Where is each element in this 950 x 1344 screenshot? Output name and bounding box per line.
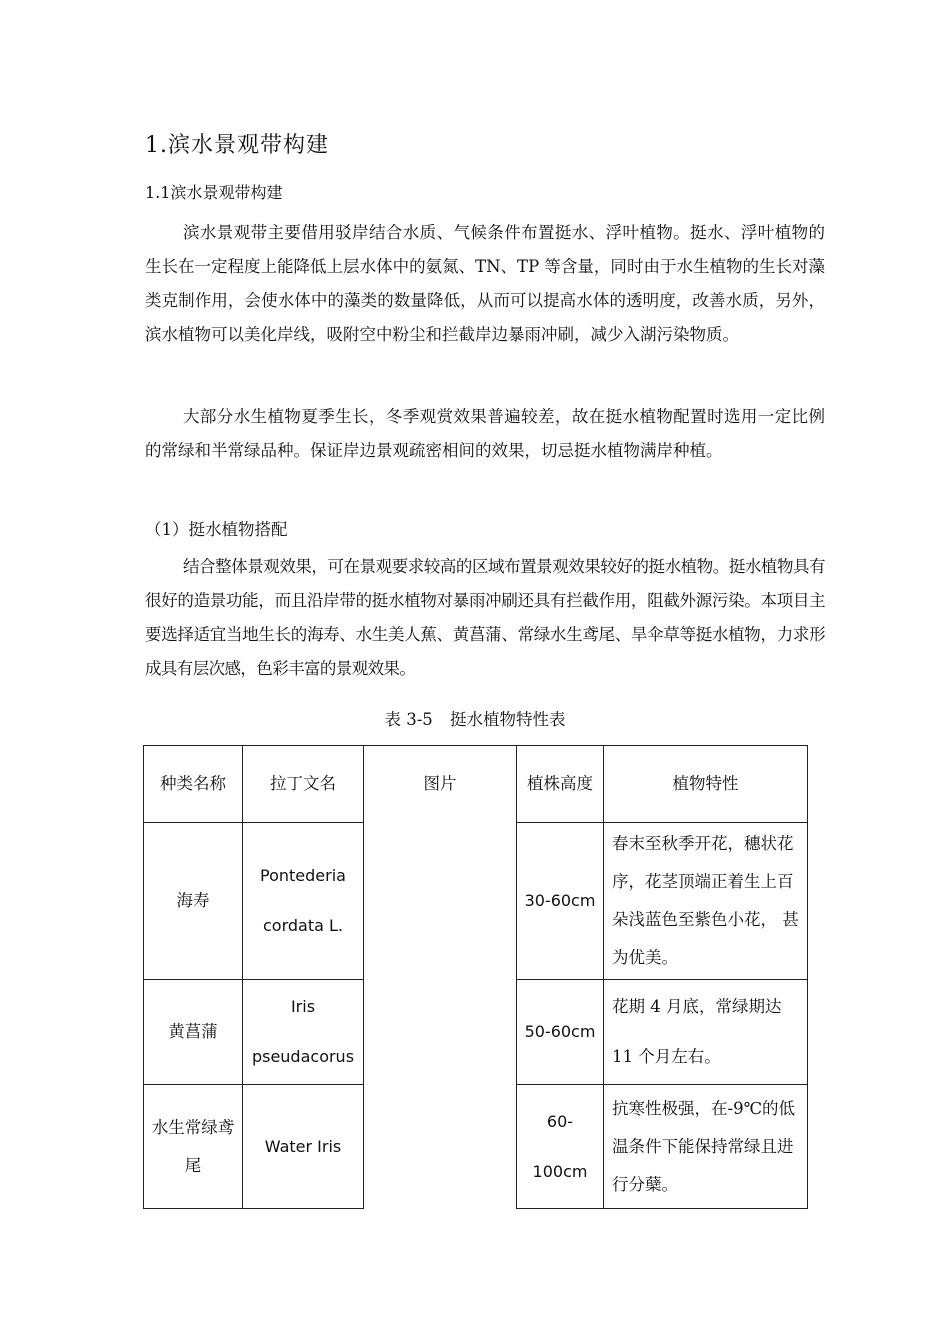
cell-species-name: 黄菖蒲 bbox=[144, 980, 243, 1085]
section-heading: 1.滨水景观带构建 bbox=[145, 133, 329, 158]
cell-plant-height: 50-60cm bbox=[517, 980, 604, 1085]
table-caption-title: 挺水植物特性表 bbox=[450, 710, 566, 729]
cell-species-name: 海寿 bbox=[144, 823, 243, 980]
cell-plant-height: 60-100cm bbox=[517, 1085, 604, 1209]
cell-latin-name: Water Iris bbox=[243, 1085, 364, 1209]
cell-species-name: 水生常绿鸢尾 bbox=[144, 1085, 243, 1209]
cell-plant-features: 抗寒性极强，在-9℃的低温条件下能保持常绿且进行分蘖。 bbox=[604, 1085, 808, 1209]
table-caption-number: 表 3-5 bbox=[384, 710, 433, 729]
paragraph-intro: 滨水景观带主要借用驳岸结合水质、气候条件布置挺水、浮叶植物。挺水、浮叶植物的生长在一定程度上能降低上层水体中的氨氮、TN、TP 等含量，同时由于水生植物的生长对藻类克制作用，会使水体中的藻类的数量降低，从而可以提高水体的透明度，改善水质，另外，滨水植物可以美化岸线，吸附空中粉尘和拦截岸边暴雨冲刷，减少入湖污染物质。 bbox=[145, 223, 825, 344]
table-row bbox=[144, 823, 808, 980]
cell-latin-name: Iris pseudacorus bbox=[243, 980, 364, 1085]
header-picture: 图片 bbox=[364, 746, 517, 823]
table-row bbox=[144, 1085, 808, 1209]
plant-characteristics-table bbox=[143, 745, 808, 1209]
subsection-heading: 1.1滨水景观带构建 bbox=[145, 183, 283, 202]
header-plant-features: 植物特性 bbox=[604, 746, 808, 823]
table-header-row bbox=[144, 746, 808, 823]
table-caption bbox=[0, 706, 950, 730]
cell-picture bbox=[364, 823, 517, 980]
cell-plant-height: 30-60cm bbox=[517, 823, 604, 980]
cell-plant-features: 春末至秋季开花，穗状花序，花茎顶端正着生上百朵浅蓝色至紫色小花， 甚为优美。 bbox=[604, 823, 808, 980]
cell-picture bbox=[364, 1085, 517, 1209]
cell-picture bbox=[364, 980, 517, 1085]
cell-latin-name: Pontederia cordata L. bbox=[243, 823, 364, 980]
emergent-plants-heading: （1）挺水植物搭配 bbox=[145, 520, 288, 539]
header-latin-name: 拉丁文名 bbox=[243, 746, 364, 823]
paragraph-emergent: 结合整体景观效果，可在景观要求较高的区域布置景观效果较好的挺水植物。挺水植物具有很好的造景功能，而且沿岸带的挺水植物对暴雨冲刷还具有拦截作用，阻截外源污染。本项目主要选择适宜当地生长的海寿、水生美人蕉、黄菖蒲、常绿水生鸢尾、旱伞草等挺水植物，力求形成具有层次感，色彩丰富的景观效果。 bbox=[145, 557, 825, 678]
paragraph-seasonal: 大部分水生植物夏季生长，冬季观赏效果普遍较差，故在挺水植物配置时选用一定比例的常绿和半常绿品种。保证岸边景观疏密相间的效果，切忌挺水植物满岸种植。 bbox=[145, 407, 825, 460]
table-row bbox=[144, 980, 808, 1085]
cell-plant-features: 花期 4 月底，常绿期达 11 个月左右。 bbox=[604, 980, 808, 1085]
header-plant-height: 植株高度 bbox=[517, 746, 604, 823]
header-species-name: 种类名称 bbox=[144, 746, 243, 823]
